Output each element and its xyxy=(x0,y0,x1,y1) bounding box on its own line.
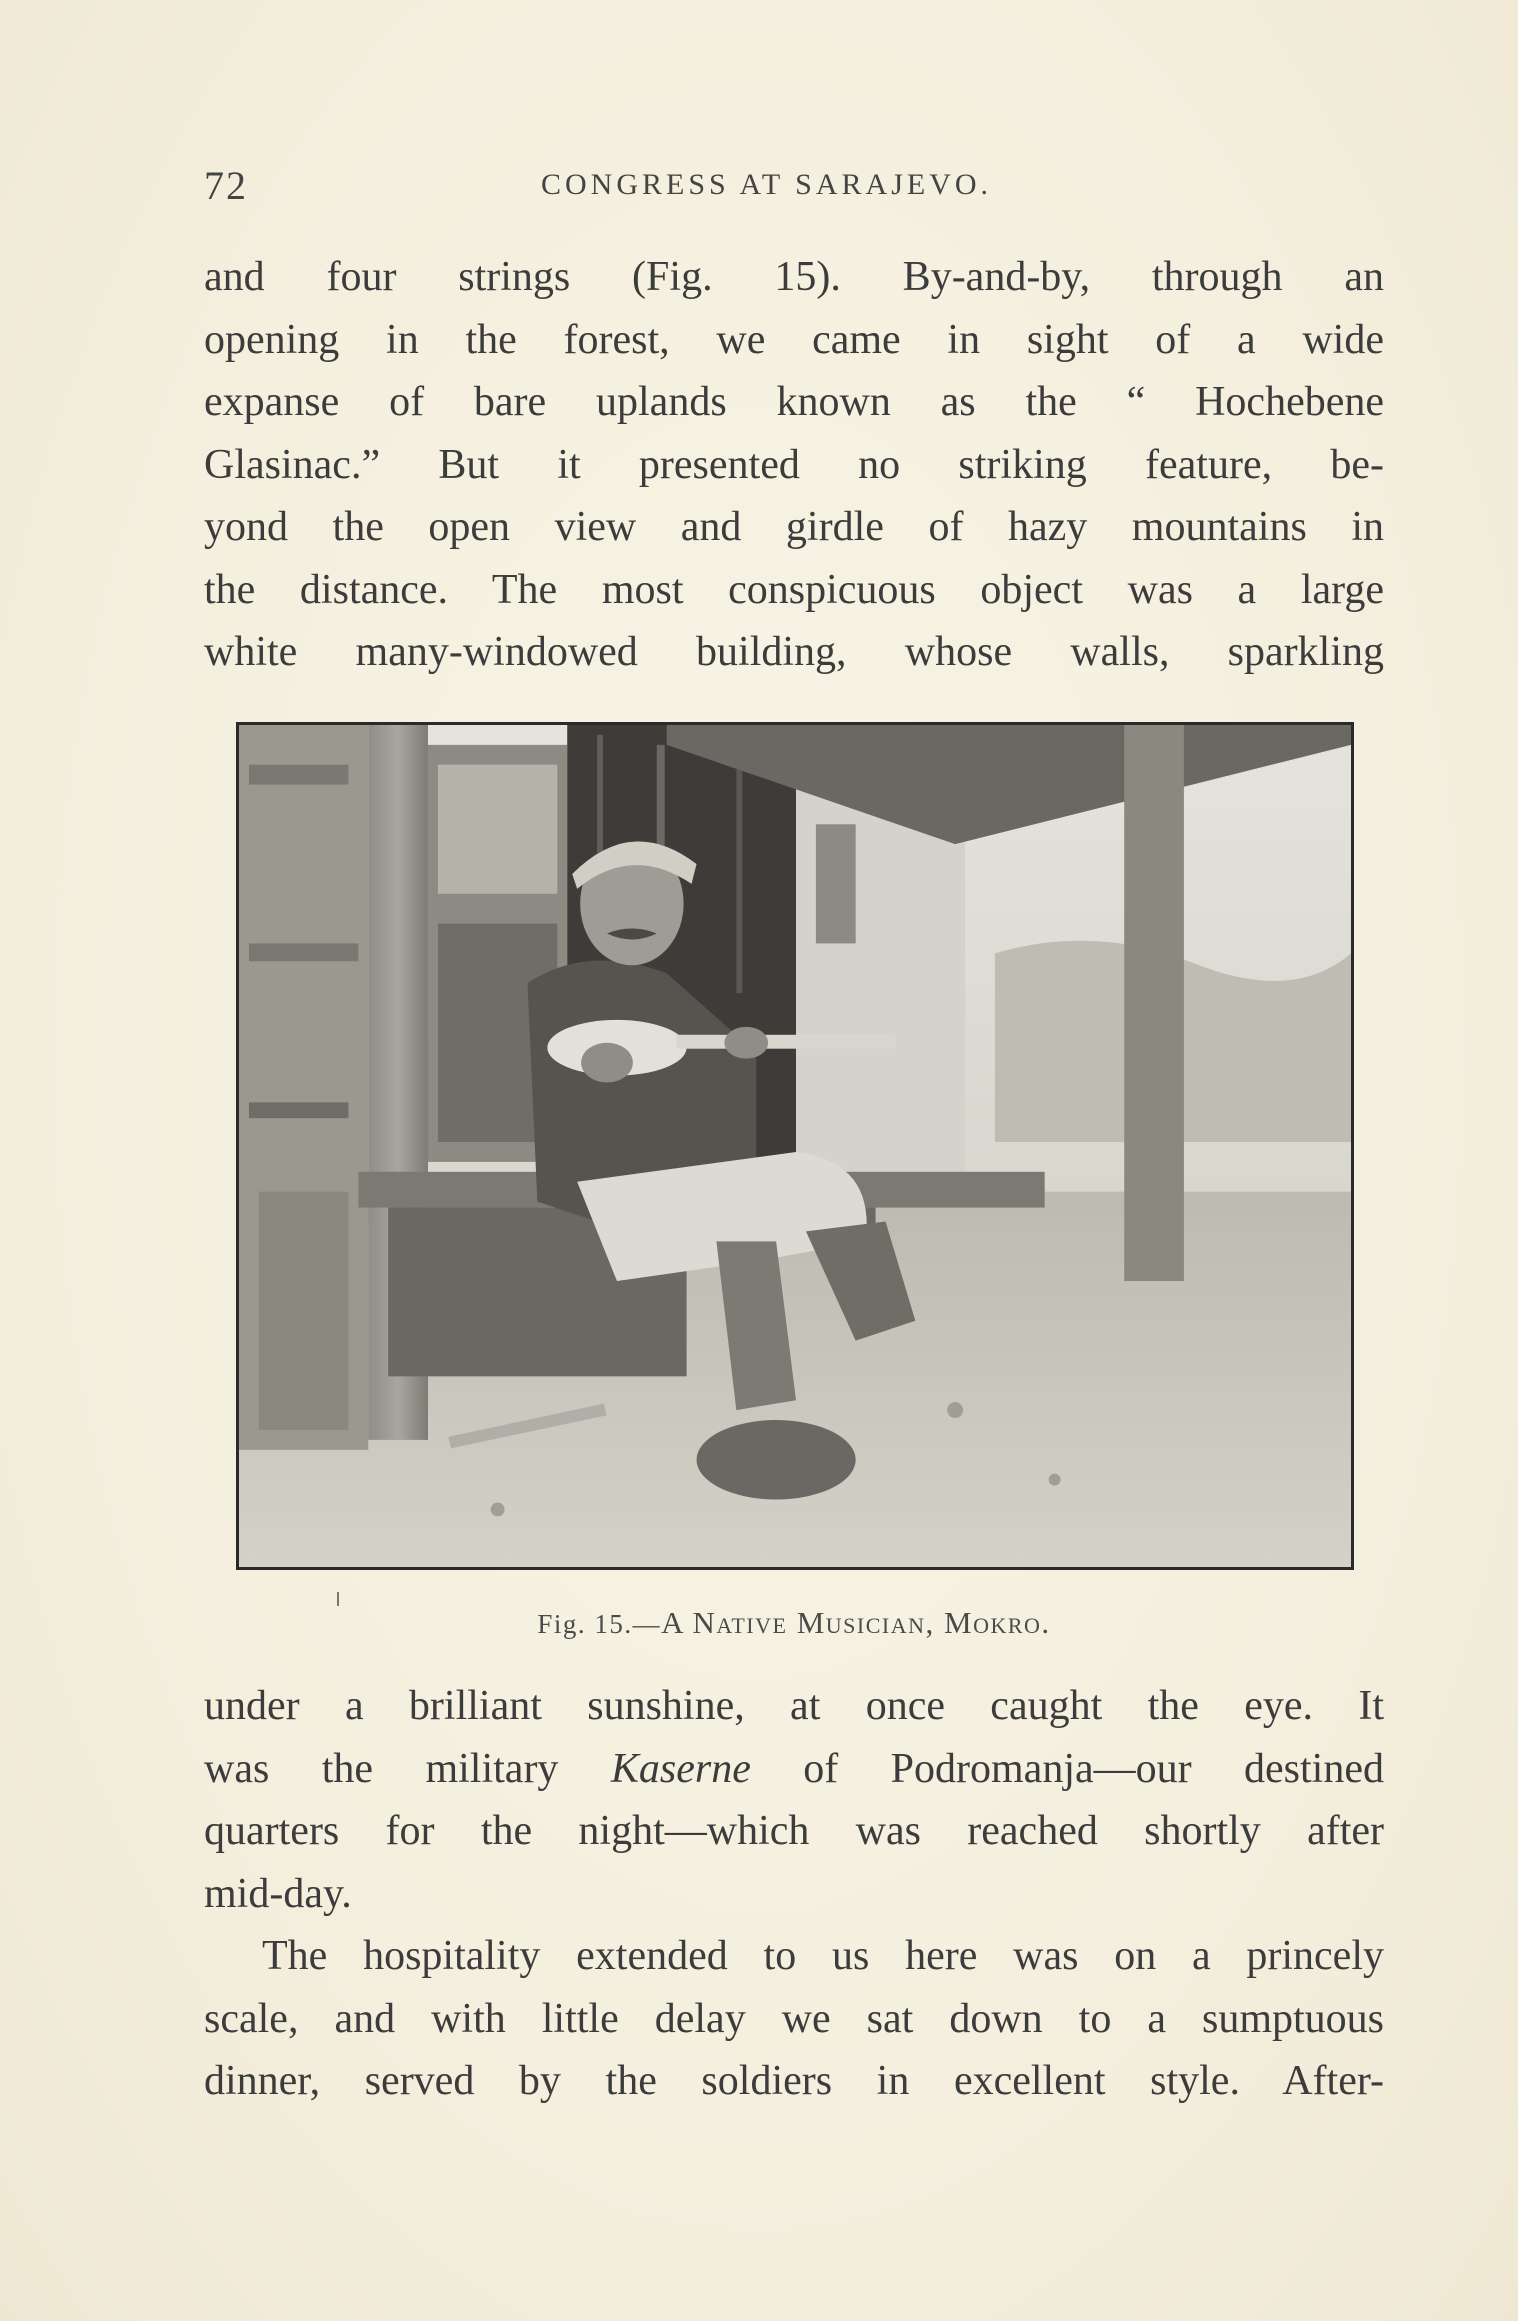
figure-photograph xyxy=(236,722,1354,1570)
text-line: the distance. The most conspicuous object was a large xyxy=(204,566,1384,613)
bottom-text xyxy=(204,1675,1384,2113)
page-number: 72 xyxy=(204,163,248,208)
text-line: mid-day. xyxy=(204,1870,352,1917)
text-line: and four strings (Fig. 15). By-and-by, through an xyxy=(204,254,1384,300)
caption-figure-number: Fig. 15.— xyxy=(537,1609,662,1639)
text-line: scale, and with little delay we sat down to a sumptuous xyxy=(204,1995,1384,2042)
caption-title: A Native Musician, Mokro. xyxy=(661,1605,1051,1640)
text-line: Glasinac.” But it presented no striking feature, be- xyxy=(204,441,1384,488)
text-line: yond the open view and girdle of hazy mountains in xyxy=(204,504,1384,550)
text-line: quarters for the night—which was reached shortly after xyxy=(204,1808,1384,1854)
text-line: expanse of bare uplands known as the “ Hochebene xyxy=(204,379,1384,425)
figure-caption xyxy=(204,1605,1384,1641)
running-title: CONGRESS AT SARAJEVO. xyxy=(541,168,993,201)
top-paragraph xyxy=(204,246,1384,684)
text-line: white many-windowed building, whose walls, sparkling xyxy=(204,629,1384,675)
text-line: dinner, served by the soldiers in excellent style. After- xyxy=(204,2058,1384,2104)
text-fragment: of Podromanja—our destined xyxy=(750,1745,1384,1792)
musician-photo-illustration xyxy=(239,725,1351,1567)
italic-word: Kaserne xyxy=(610,1745,751,1792)
running-head xyxy=(204,162,1384,212)
margin-mark xyxy=(337,1592,339,1606)
text-line: opening in the forest, we came in sight of a wide xyxy=(204,316,1384,363)
text-line: under a brilliant sunshine, at once caught the eye. It xyxy=(204,1683,1384,1729)
text-fragment: was the military xyxy=(204,1745,611,1792)
text-line: The hospitality extended to us here was on a princely xyxy=(262,1933,1384,1979)
text-line xyxy=(204,1738,1384,1801)
